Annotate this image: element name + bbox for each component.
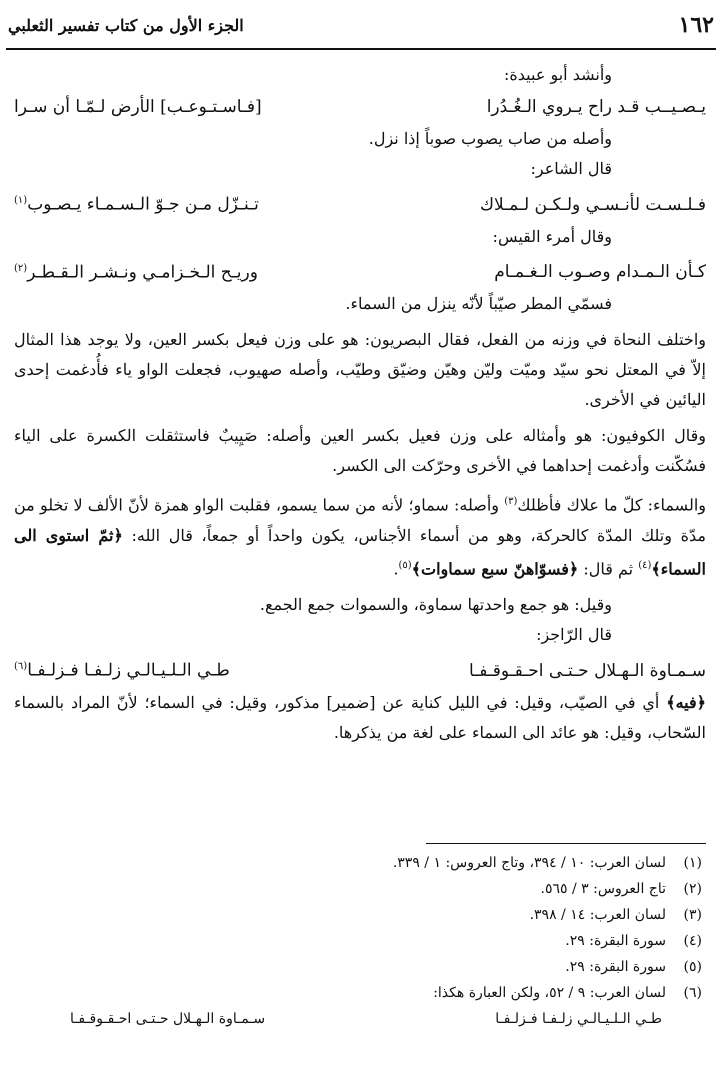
footnote-number: (٦) (683, 985, 702, 1001)
footnote (20, 850, 702, 876)
footnote-marker: (٦) (14, 660, 28, 672)
intro-line: قال الرّاجز: (536, 624, 612, 644)
footnote-marker: (٣) (504, 496, 518, 508)
footnote-number: (٤) (683, 933, 702, 949)
footnote-separator (426, 843, 706, 844)
header-rule (6, 48, 716, 50)
verse-hemistich-second: [فـاسـتـوعـب] الأرض لـمّـا أن سـرا (14, 97, 262, 117)
verse-hemistich-second: سـمـاوة الـهـلال حـتـى احـقـوقـفـا (70, 1011, 266, 1027)
footnote-number: (١) (683, 855, 702, 871)
footnote-text: سورة البقرة: ٢٩. (565, 933, 666, 949)
footnote-text: سورة البقرة: ٢٩. (565, 959, 666, 975)
verse-hemistich-first: سـمـاوة الـهـلال حـتـى احـقـوقـفـا (469, 660, 706, 681)
footnote-marker: (٥) (398, 559, 412, 571)
quran-quote: ﴿فسوّاهنّ سبع سماوات﴾ (411, 558, 579, 578)
intro-line: وأصله من صاب يصوب صوباً إذا نزل. (368, 129, 612, 148)
verse-text: تـنـزّل مـن جـوّ الـسـمـاء يـصـوب (27, 194, 259, 215)
verse-line (14, 650, 706, 688)
intro-line: وقيل: هو جمع واحدتها سماوة، والسموات جمع الجمع. (259, 594, 612, 614)
intro-line: وأنشد أبو عبيدة: (503, 65, 612, 84)
verse-hemistich-second (14, 650, 230, 688)
verse-hemistich-second (14, 184, 259, 222)
footnote (20, 902, 702, 928)
text-run: والسماء: كلّ ما علاك فأظلك (517, 495, 707, 515)
verse-hemistich-first: يـصـيــب قـد راح يـروي الـغُـدُرا (486, 97, 706, 117)
footnote-text: تاج العروس: ٣ / ٥٦٥. (540, 881, 666, 897)
footnote-number: (٢) (683, 881, 702, 897)
paragraph-basrians: واختلف النحاة في وزنه من الفعل، فقال البصريون: هو على وزن فيعل بكسر العين، ولا يوجد هذا المثال إلاّ في المعتل نحو سيّد وميّت وليّن وهيّن وضيّق وطيّب، وأصله صهيوب، فجعلت الواو ياء فأُدغمت إحدى اليائين في الأخرى. (14, 330, 706, 410)
footnote (20, 954, 702, 980)
text-run: وأصله: سماو؛ لأنه من سما يسمو، فقلبت الواو همزة لأنّ الألف لا تخلو من مدّة وتلك المدّة كالحركة، وهو من أسماء الأجناس، يكون واحداً أو جمعاً، قال الله: (14, 495, 706, 545)
footnote-marker: (١) (14, 195, 28, 206)
footnotes (20, 850, 702, 1032)
verse-hemistich-first: كـأن الـمـدام وصـوب الـغـمـام (494, 262, 706, 283)
footnote-number: (٥) (683, 959, 702, 975)
footnote-text: لسان العرب: ١٠ / ٣٩٤، وتاج العروس: ١ / ٣٣٩. (392, 855, 666, 871)
footnote (20, 928, 702, 954)
running-title: الجزء الأول من كتاب تفسير الثعلبي (8, 15, 244, 35)
text-run: أي في الصيّب، وقيل: في الليل كناية عن [ضمير] مذكور، وقيل: في السماء؛ لأنّ المراد بالسماء السّحاب، وقيل: هو عائد الى السماء على لغة من يذكرها. (14, 692, 706, 742)
footnote-text: لسان العرب: ١٤ / ٣٩٨. (529, 907, 666, 923)
quran-quote: ﴿ثمّ استوى الى السماء﴾ (14, 525, 706, 578)
intro-line: قال الشاعر: (530, 159, 612, 178)
footnote-text: لسان العرب: ٩ / ٥٢، ولكن العبارة هكذا: (433, 985, 666, 1001)
verse-line (14, 252, 706, 290)
footnote (20, 876, 702, 902)
text-run: ثم قال: (578, 558, 639, 578)
verse-line (14, 90, 706, 124)
footnote-verse (20, 1006, 702, 1032)
verse-text: طـي الـلـيـالـي زلـفـا فـزلـفـا (27, 660, 230, 681)
intro-line: فسمّي المطر صيّباً لأنّه ينزل من السماء. (345, 294, 612, 314)
page-number: ١٦٢ (678, 12, 714, 38)
main-text (14, 60, 706, 748)
footnote-marker: (٤) (638, 559, 652, 571)
paragraph-kufans: وقال الكوفيون: هو وأمثاله على وزن فعيل بكسر العين وأصله: صَيِيبٌ فاستثقلت الكسرة على الياء فسُكّنت وأدغمت إحداهما في الأخرى وحرّكت الى الكسر. (14, 426, 706, 476)
verse-text: وريـح الـخـزامـي ونـشـر الـقـطـر (27, 262, 258, 283)
page-header (8, 6, 714, 44)
intro-line: وقال أمرء القيس: (492, 226, 612, 246)
paragraph-sama (14, 487, 706, 584)
verse-hemistich-first: فـلـسـت لأنـسـي ولـكـن لـمـلاك (480, 194, 706, 215)
verse-hemistich-first: طـي الـلـيـالـي زلـفـا فـزلـفـا (495, 1011, 662, 1027)
footnote-marker: (٢) (14, 262, 28, 274)
verse-hemistich-second (14, 252, 258, 290)
paragraph-fihi (14, 688, 706, 748)
footnote-number: (٣) (683, 907, 702, 923)
verse-line (14, 184, 706, 222)
quran-quote: ﴿فيه﴾ (666, 692, 706, 712)
text-run: . (393, 558, 399, 578)
footnote (20, 980, 702, 1006)
